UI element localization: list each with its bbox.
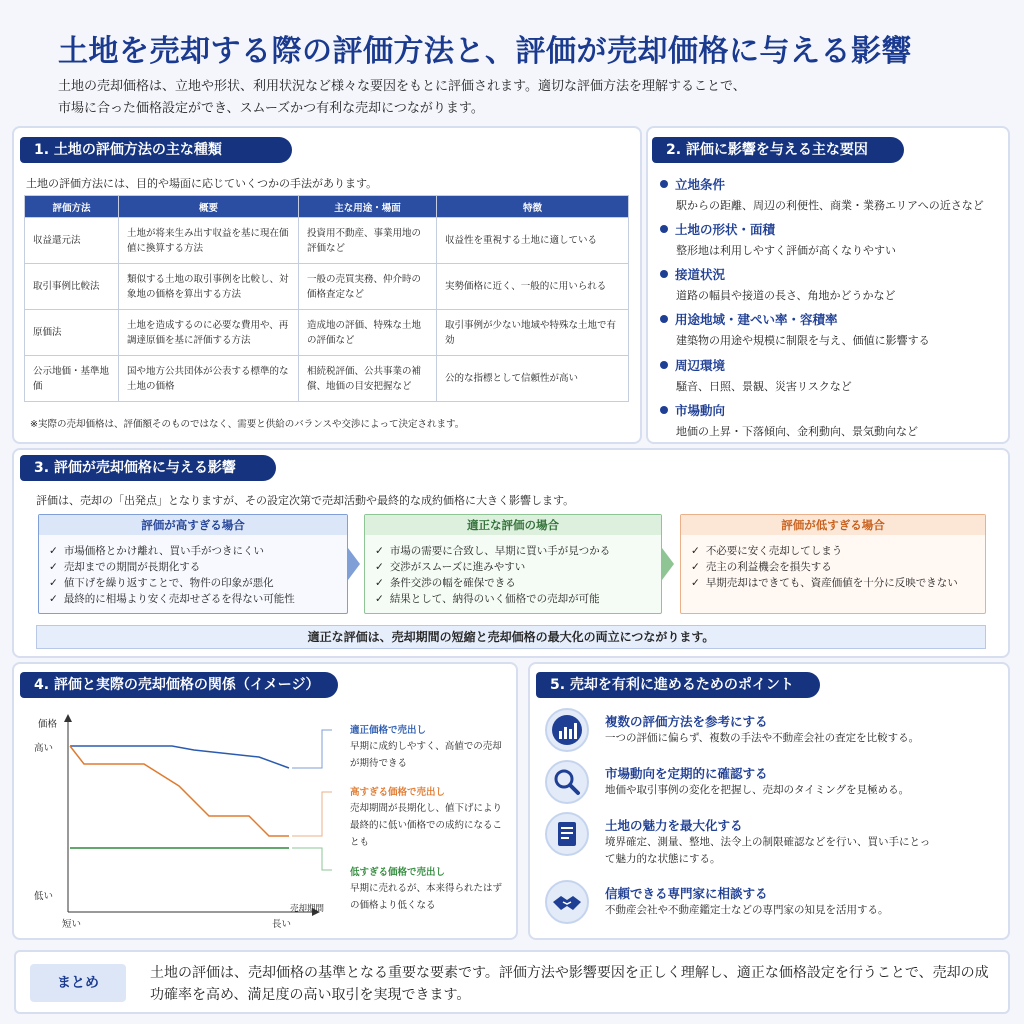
factor-title: 立地条件 — [675, 177, 726, 192]
check-icon: ✓ — [49, 561, 58, 573]
method-use: 投資用不動産、事業用地の評価など — [299, 218, 437, 264]
list-item: ✓ 不必要に安く売却してしまう — [691, 545, 843, 557]
legend-fair — [350, 722, 510, 772]
high-price-line — [70, 746, 289, 836]
point-title: 土地の魅力を最大化する — [605, 818, 743, 833]
case-list — [365, 535, 661, 615]
check-icon: ✓ — [375, 593, 384, 605]
check-icon: ✓ — [691, 577, 700, 589]
factor-item — [660, 310, 930, 348]
case-list — [681, 535, 985, 599]
arrow-right-icon — [662, 548, 674, 580]
check-icon: ✓ — [691, 561, 700, 573]
summary-text: 土地の評価は、売却価格の基準となる重要な要素です。評価方法や影響要因を正しく理解し、適正な価格設定を行うことで、売却の成功確率を高め、満足度の高い取引を実現できます。 — [150, 965, 989, 1003]
bullet-icon — [660, 180, 668, 188]
section-5-heading: 5. 売却を有利に進めるためのポイント — [536, 672, 820, 698]
table-row — [25, 264, 629, 310]
method-feature: 取引事例が少ない地域や特殊な土地で有効 — [437, 310, 629, 356]
column-header: 特徴 — [437, 196, 629, 218]
page-title: 土地を売却する際の評価方法と、評価が売却価格に与える影響 — [58, 34, 912, 69]
factor-desc: 騒音、日照、景観、災害リスクなど — [676, 380, 852, 393]
list-item: ✓ 最終的に相場より安く売却せざるを得ない可能性 — [49, 593, 295, 605]
methods-table — [24, 195, 629, 402]
list-item: ✓ 売却までの期間が長期化する — [49, 561, 201, 573]
list-item: ✓ 売主の利益機会を損失する — [691, 561, 832, 573]
section-3-heading: 3. 評価が売却価格に与える影響 — [20, 455, 276, 481]
bullet-icon — [660, 406, 668, 414]
legend-title: 高すぎる価格で売出し — [350, 787, 446, 798]
method-name: 取引事例比較法 — [25, 264, 119, 310]
method-name: 原価法 — [25, 310, 119, 356]
factor-desc: 地価の上昇・下落傾向、金利動向、景気動向など — [676, 425, 918, 438]
list-item: ✓ 値下げを繰り返すことで、物件の印象が悪化 — [49, 577, 274, 589]
bullet-icon — [660, 270, 668, 278]
factor-desc: 建築物の用途や規模に制限を与え、価値に影響する — [676, 334, 930, 347]
section-1-lead: 土地の評価方法には、目的や場面に応じていくつかの手法があります。 — [26, 177, 378, 190]
section-4-heading: 4. 評価と実際の売却価格の関係（イメージ） — [20, 672, 338, 698]
case-too-high — [38, 514, 348, 614]
check-icon: ✓ — [375, 561, 384, 573]
point-desc: 境界確定、測量、整地、法令上の制限確認などを行い、買い手にとって魅力的な状態にする。 — [605, 836, 931, 865]
method-overview: 土地を造成するのに必要な費用や、再調達原価を基に評価する方法 — [119, 310, 299, 356]
factor-item — [660, 220, 896, 258]
intro-line-1: 土地の売却価格は、立地や形状、利用状況など様々な要因をもとに評価されます。適切な評価方法を理解することで、 — [58, 79, 746, 94]
bullet-icon — [660, 361, 668, 369]
point-title: 信頼できる専門家に相談する — [605, 886, 768, 901]
section-2-heading: 2. 評価に影響を与える主な要因 — [652, 137, 904, 163]
point-desc: 地価や取引事例の変化を把握し、売却のタイミングを見極める。 — [605, 784, 910, 796]
y-low-label: 低い — [34, 891, 54, 902]
method-feature: 実勢価格に近く、一般的に用いられる — [437, 264, 629, 310]
method-name: 公示地価・基準地価 — [25, 356, 119, 402]
column-header: 概要 — [119, 196, 299, 218]
list-item: ✓ 市場の需要に合致し、早期に買い手が見つかる — [375, 545, 611, 557]
factor-title: 土地の形状・面積 — [675, 222, 776, 237]
document-icon — [545, 812, 589, 856]
point-title: 市場動向を定期的に確認する — [605, 766, 768, 781]
method-feature: 収益性を重視する土地に適している — [437, 218, 629, 264]
section-1-heading: 1. 土地の評価方法の主な種類 — [20, 137, 292, 163]
factor-item — [660, 356, 852, 394]
list-item: ✓ 条件交渉の幅を確保できる — [375, 577, 516, 589]
summary-box — [14, 950, 1010, 1014]
case-list — [39, 535, 347, 615]
case-title: 評価が高すぎる場合 — [39, 515, 347, 535]
factor-desc: 整形地は利用しやすく評価が高くなりやすい — [676, 244, 896, 257]
check-icon: ✓ — [691, 545, 700, 557]
x-axis-label: 売却期間 — [290, 904, 325, 914]
point-desc: 一つの評価に偏らず、複数の手法や不動産会社の査定を比較する。 — [605, 732, 920, 744]
legend-high — [350, 784, 510, 851]
check-icon: ✓ — [49, 593, 58, 605]
section-1-note: ※実際の売却価格は、評価額そのものではなく、需要と供給のバランスや交渉によって決定されます。 — [30, 419, 465, 430]
arrow-right-icon — [348, 548, 360, 580]
factor-item — [660, 401, 918, 439]
check-icon: ✓ — [375, 577, 384, 589]
check-icon: ✓ — [49, 577, 58, 589]
list-item: ✓ 交渉がスムーズに進みやすい — [375, 561, 526, 573]
method-use: 相続税評価、公共事業の補償、地価の目安把握など — [299, 356, 437, 402]
list-item: ✓ 結果として、納得のいく価格での売却が可能 — [375, 593, 600, 605]
bullet-icon — [660, 315, 668, 323]
legend-desc: 早期に売れるが、本来得られたはずの価格より低くなる — [350, 883, 503, 911]
intro-text — [58, 76, 978, 120]
section-3-lead: 評価は、売却の「出発点」となりますが、その設定次第で売却活動や最終的な成約価格に大きく影響します。 — [36, 494, 575, 507]
method-use: 造成地の評価、特殊な土地の評価など — [299, 310, 437, 356]
fair-connector — [292, 730, 332, 768]
factor-title: 用途地域・建ぺい率・容積率 — [675, 312, 838, 327]
legend-title: 低すぎる価格で売出し — [350, 867, 446, 878]
factor-title: 周辺環境 — [675, 358, 726, 373]
method-overview: 国や地方公共団体が公表する標準的な土地の価格 — [119, 356, 299, 402]
handshake-icon — [545, 880, 589, 924]
point-desc: 不動産会社や不動産鑑定士などの専門家の知見を活用する。 — [605, 904, 889, 916]
legend-desc: 早期に成約しやすく、高値での売却が期待できる — [350, 741, 502, 769]
x-long-label: 長い — [272, 919, 292, 930]
method-overview: 類似する土地の取引事例を比較し、対象地の価格を算出する方法 — [119, 264, 299, 310]
section-5-card — [528, 662, 1010, 940]
conclusion-banner: 適正な評価は、売却期間の短縮と売却価格の最大化の両立につながります。 — [36, 625, 986, 649]
factor-desc: 道路の幅員や接道の長さ、角地かどうかなど — [676, 289, 896, 302]
y-axis-arrow-icon — [64, 714, 72, 722]
method-feature: 公的な指標として信頼性が高い — [437, 356, 629, 402]
y-axis-label: 価格 — [38, 719, 58, 730]
intro-line-2: 市場に合った価格設定ができ、スムーズかつ有利な売却につながります。 — [58, 101, 484, 116]
table-header-row — [25, 196, 629, 218]
magnifier-icon — [545, 760, 589, 804]
factor-title: 市場動向 — [675, 403, 726, 418]
case-fair — [364, 514, 662, 614]
factor-desc: 駅からの距離、周辺の利便性、商業・業務エリアへの近さなど — [676, 199, 984, 212]
summary-label: まとめ — [30, 964, 126, 1002]
case-title: 評価が低すぎる場合 — [681, 515, 985, 535]
list-item: ✓ 早期売却はできても、資産価値を十分に反映できない — [691, 577, 958, 589]
point-title: 複数の評価方法を参考にする — [605, 714, 768, 729]
case-too-low — [680, 514, 986, 614]
price-chart — [24, 712, 324, 922]
column-header: 主な用途・場面 — [299, 196, 437, 218]
factor-item — [660, 265, 896, 303]
list-item: ✓ 市場価格とかけ離れ、買い手がつきにくい — [49, 545, 264, 557]
factor-title: 接道状況 — [675, 267, 726, 282]
x-short-label: 短い — [62, 919, 82, 930]
bar-chart-icon — [545, 708, 589, 752]
method-overview: 土地が将来生み出す収益を基に現在価値に換算する方法 — [119, 218, 299, 264]
column-header: 評価方法 — [25, 196, 119, 218]
bullet-icon — [660, 225, 668, 233]
method-use: 一般の売買実務、仲介時の価格査定など — [299, 264, 437, 310]
check-icon: ✓ — [49, 545, 58, 557]
table-row — [25, 218, 629, 264]
chart-connectors — [288, 724, 338, 894]
high-connector — [292, 792, 332, 836]
check-icon: ✓ — [375, 545, 384, 557]
y-high-label: 高い — [34, 743, 54, 754]
table-row — [25, 310, 629, 356]
low-connector — [292, 848, 332, 870]
case-title: 適正な評価の場合 — [365, 515, 661, 535]
method-name: 収益還元法 — [25, 218, 119, 264]
factor-item — [660, 175, 984, 213]
table-row — [25, 356, 629, 402]
legend-title: 適正価格で売出し — [350, 725, 427, 736]
legend-low — [350, 864, 510, 914]
legend-desc: 売却期間が長期化し、値下げにより最終的に低い価格での成約になることも — [350, 803, 503, 848]
